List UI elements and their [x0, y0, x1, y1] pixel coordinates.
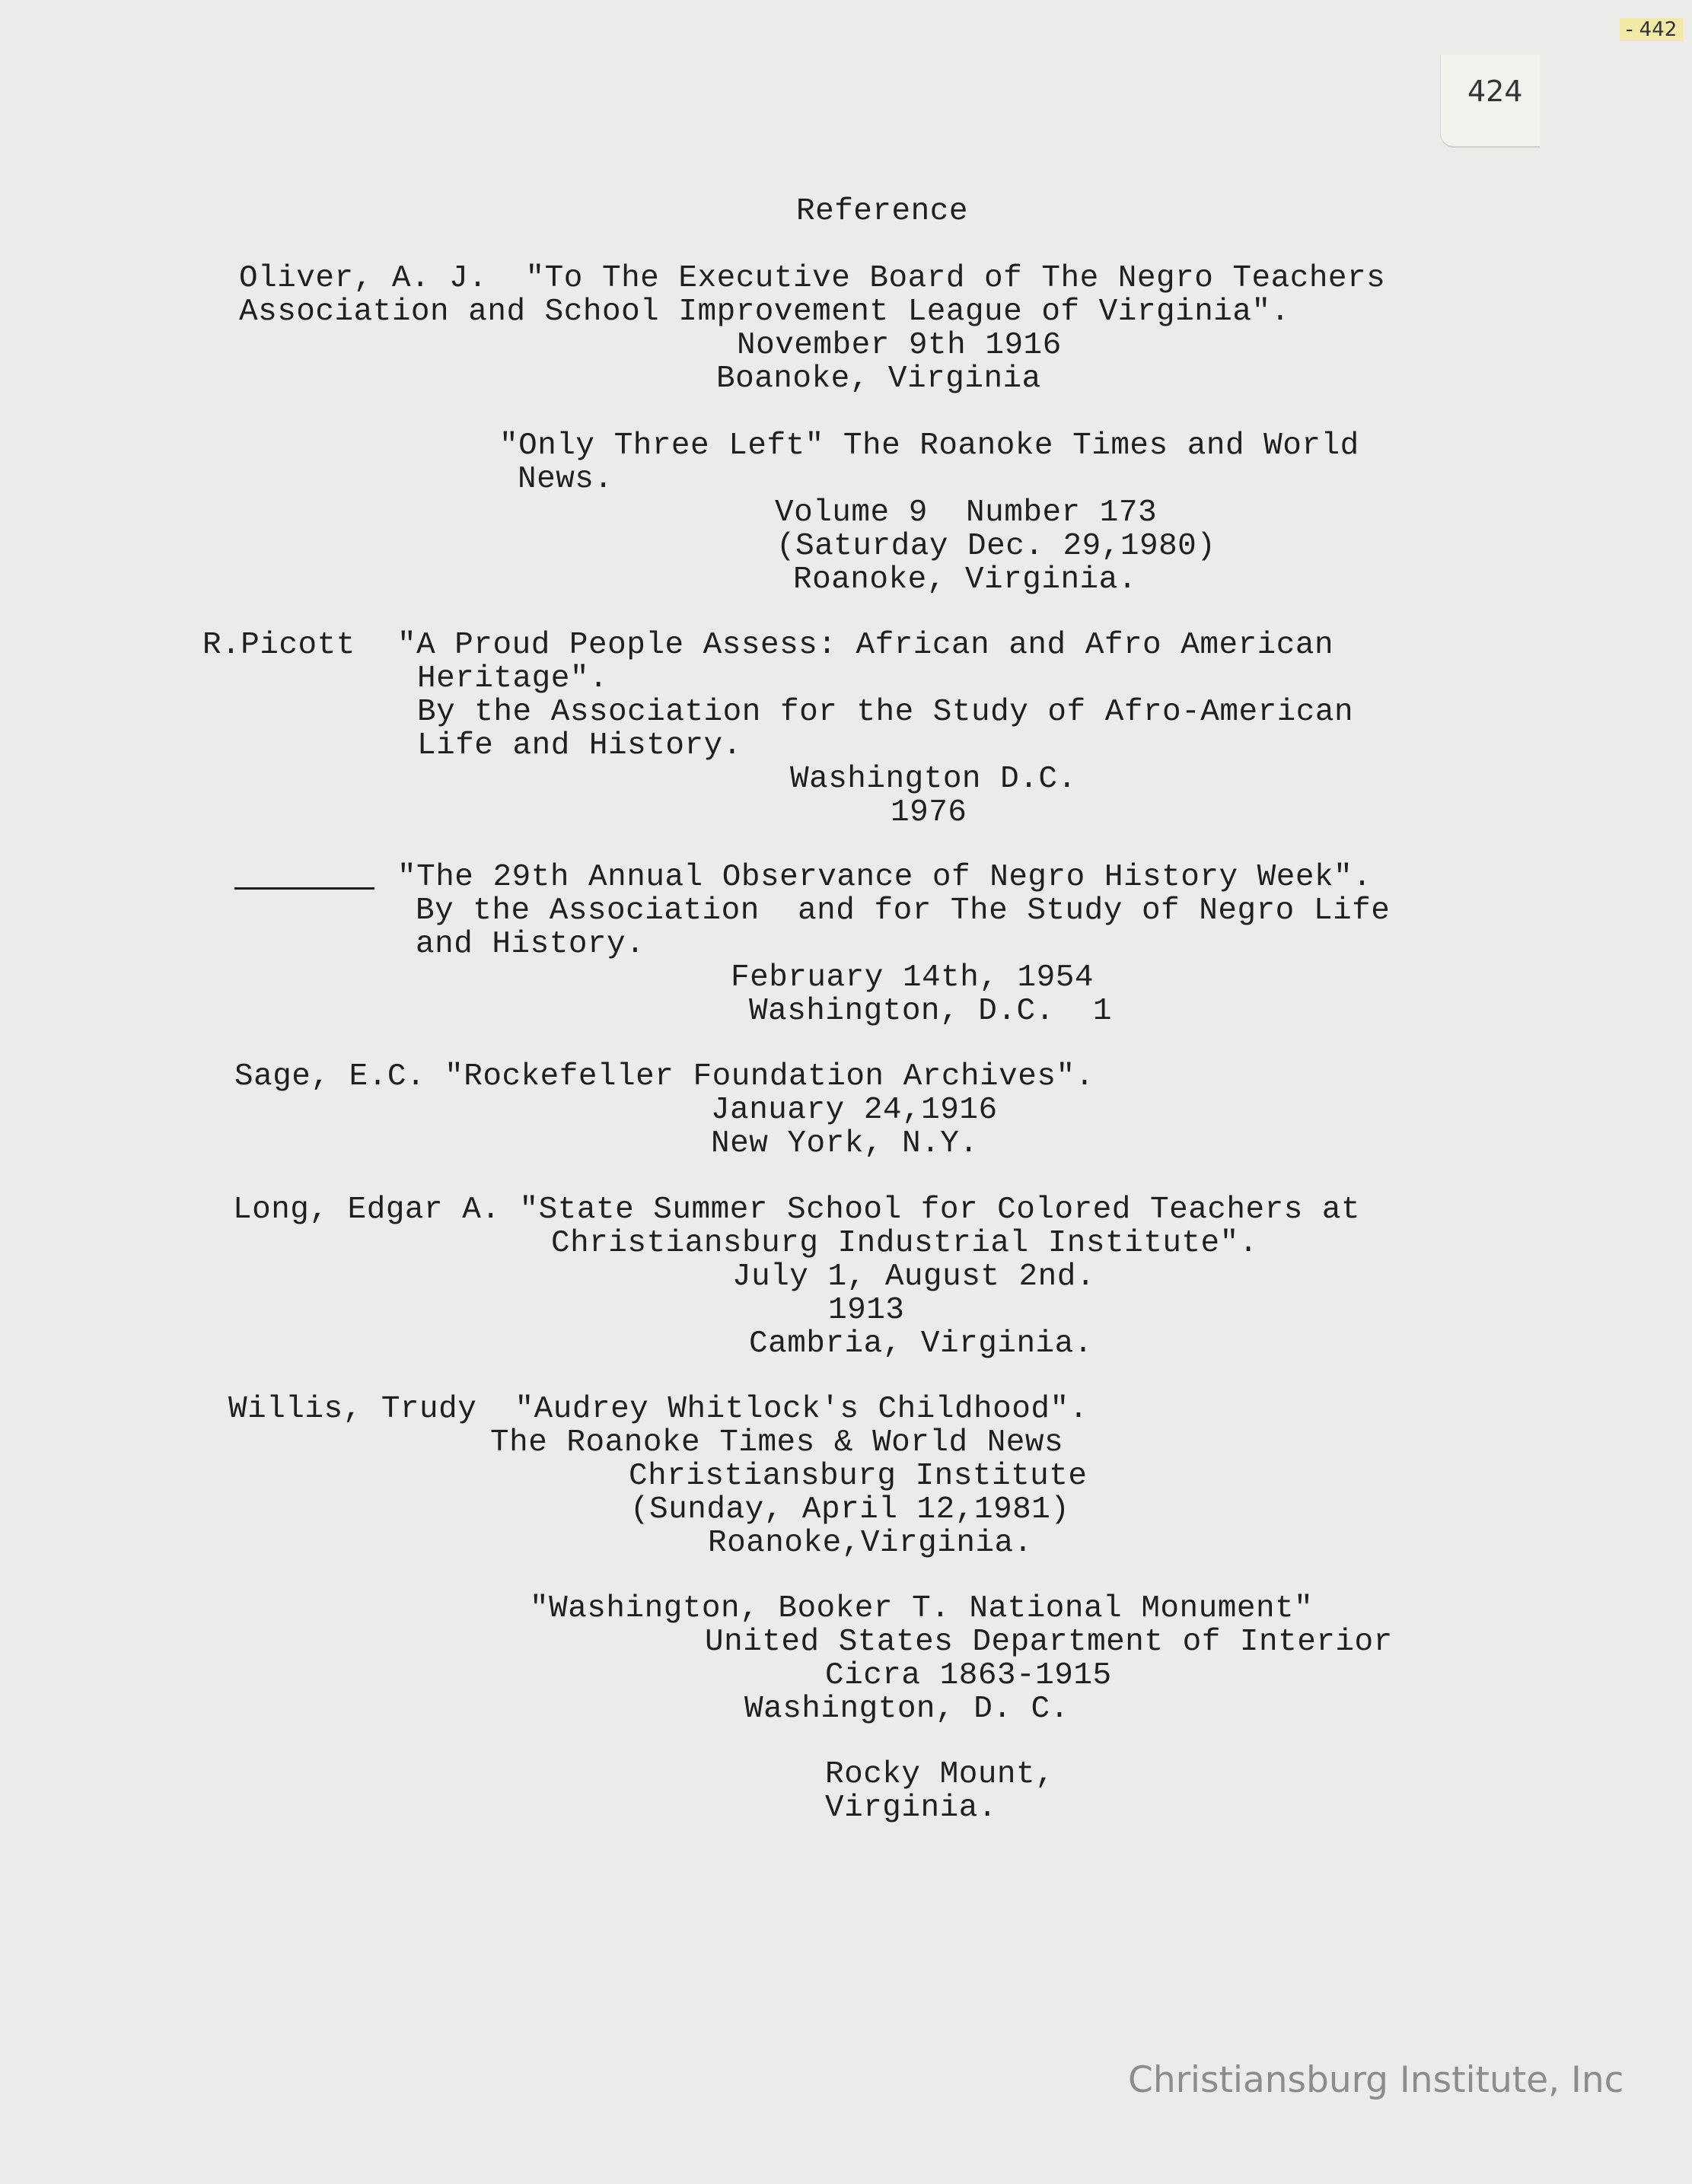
ref-line: Roanoke,Virginia. — [708, 1526, 1033, 1561]
page-number: 424 — [1467, 75, 1523, 108]
ref-line: (Sunday, April 12,1981) — [630, 1492, 1070, 1527]
ref-line: 1976 — [891, 795, 967, 830]
ref-line: New York, N.Y. — [711, 1126, 979, 1161]
ref-line: "The 29th Annual Observance of Negro History Week". — [397, 860, 1372, 895]
ref-line: Boanoke, Virginia — [716, 361, 1041, 396]
ref-line: July 1, August 2nd. — [732, 1259, 1095, 1294]
ref-line: The Roanoke Times & World News — [490, 1425, 1064, 1460]
page-heading: Reference — [796, 194, 968, 229]
ref-line: Washington D.C. — [790, 762, 1077, 797]
corner-mark: - 442 — [1620, 18, 1683, 41]
ref-line: "Only Three Left" The Roanoke Times and World — [499, 428, 1359, 463]
ref-line: "Washington, Booker T. National Monument" — [530, 1591, 1314, 1626]
ref-line: February 14th, 1954 — [731, 960, 1094, 995]
ref-line: Christiansburg Institute — [629, 1459, 1088, 1494]
ref-line: By the Association for the Study of Afro-American — [417, 695, 1354, 730]
ref-line: United States Department of Interior — [705, 1625, 1393, 1660]
ref-line: Washington, D. C. — [744, 1692, 1069, 1727]
ref-line: Heritage". — [417, 661, 609, 696]
ref-line: Washington, D.C. 1 — [749, 994, 1112, 1029]
ref-line: Willis, Trudy "Audrey Whitlock's Childhood". — [228, 1392, 1088, 1427]
ref-line: November 9th 1916 — [737, 328, 1062, 363]
ref-line: "A Proud People Assess: African and Afro American — [397, 628, 1334, 663]
ref-line: (Saturday Dec. 29,1980) — [776, 529, 1216, 564]
ref-line: Roanoke, Virginia. — [793, 562, 1137, 597]
author-blank-line — [234, 887, 374, 890]
ref-line: January 24,1916 — [711, 1093, 998, 1128]
ref-line: Rocky Mount, — [825, 1757, 1055, 1792]
ref-line: Sage, E.C. "Rockefeller Foundation Archives". — [234, 1059, 1095, 1094]
ref-line: Cicra 1863-1915 — [825, 1658, 1112, 1693]
ref-line: and History. — [416, 927, 645, 962]
watermark: Christiansburg Institute, Inc — [1128, 2059, 1624, 2101]
ref-line: Long, Edgar A. "State Summer School for Colored Teachers at — [233, 1192, 1361, 1227]
ref-line: Christiansburg Industrial Institute". — [551, 1226, 1258, 1261]
ref-author: R.Picott — [202, 628, 355, 663]
ref-line: Cambria, Virginia. — [749, 1326, 1093, 1361]
ref-line: 1913 — [828, 1293, 905, 1328]
ref-line: Life and History. — [417, 728, 742, 763]
ref-line: By the Association and for The Study of Negro Life — [416, 893, 1391, 928]
ref-line: Virginia. — [825, 1791, 997, 1826]
ref-line: Association and School Improvement League of Virginia". — [239, 294, 1290, 330]
ref-line: Oliver, A. J. "To The Executive Board of The Negro Teachers — [239, 261, 1386, 296]
ref-line: News. — [518, 462, 613, 497]
ref-line: Volume 9 Number 173 — [775, 495, 1158, 530]
